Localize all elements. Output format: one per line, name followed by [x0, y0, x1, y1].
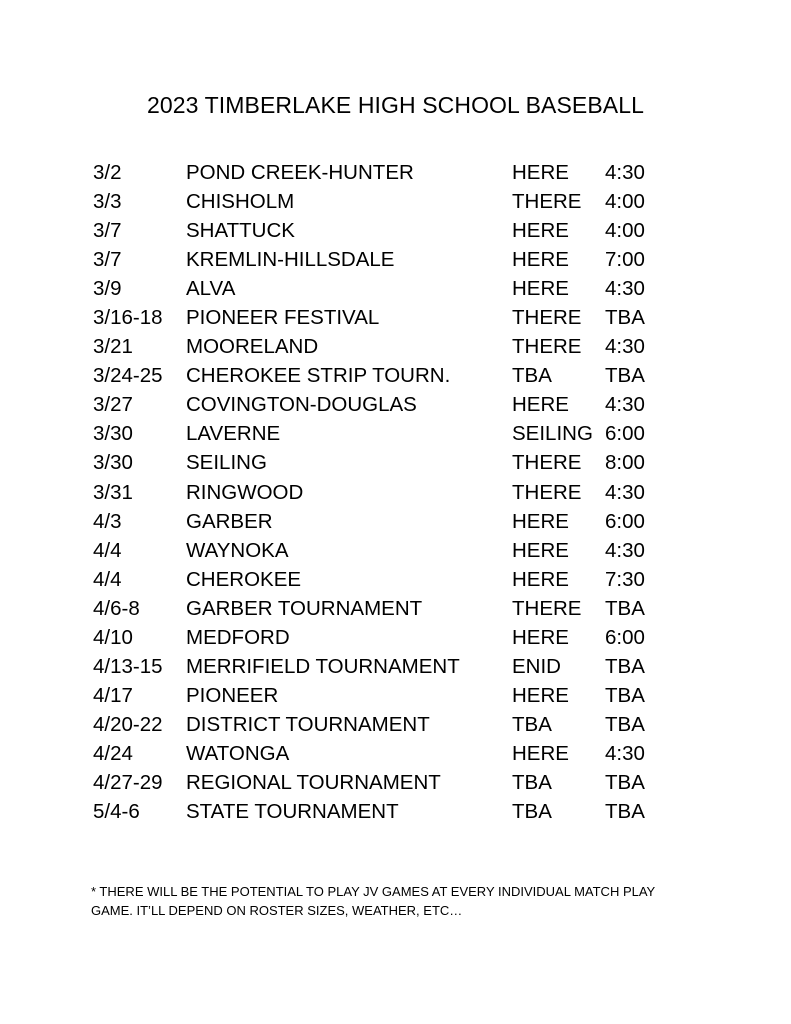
game-location: HERE — [512, 219, 569, 243]
game-date: 3/3 — [93, 190, 122, 214]
game-location: THERE — [512, 335, 582, 359]
game-date: 3/2 — [93, 161, 122, 184]
game-opponent: GARBER — [186, 509, 273, 533]
schedule-row — [93, 623, 693, 652]
game-location: ENID — [512, 654, 561, 678]
game-opponent: CHEROKEE STRIP TOURN. — [186, 364, 451, 388]
game-opponent: STATE TOURNAMENT — [186, 800, 399, 824]
game-date: 3/9 — [93, 277, 122, 301]
game-time: 4:30 — [605, 161, 645, 184]
game-location: THERE — [512, 451, 582, 475]
schedule-row — [93, 536, 693, 565]
game-opponent: POND CREEK-HUNTER — [186, 161, 414, 184]
game-opponent: PIONEER FESTIVAL — [186, 306, 380, 330]
schedule-row — [93, 768, 693, 797]
game-date: 3/7 — [93, 219, 122, 243]
game-location: TBA — [512, 712, 552, 736]
footnote-line-1: * THERE WILL BE THE POTENTIAL TO PLAY JV GAMES AT EVERY INDIVIDUAL MATCH PLAY — [91, 884, 656, 899]
game-time: 4:00 — [605, 190, 645, 214]
game-time: TBA — [605, 800, 645, 824]
schedule-row — [93, 448, 693, 477]
game-schedule — [93, 158, 693, 826]
game-date: 3/30 — [93, 451, 133, 475]
game-opponent: SHATTUCK — [186, 219, 295, 243]
game-date: 4/20-22 — [93, 712, 163, 736]
game-opponent: REGIONAL TOURNAMENT — [186, 770, 441, 794]
game-date: 3/7 — [93, 248, 122, 272]
schedule-row — [93, 710, 693, 739]
game-time: 4:30 — [605, 741, 645, 765]
game-location: SEILING — [512, 422, 593, 446]
game-location: HERE — [512, 741, 569, 765]
schedule-row — [93, 507, 693, 536]
game-location: HERE — [512, 538, 569, 562]
game-time: 7:30 — [605, 567, 645, 591]
schedule-row — [93, 652, 693, 681]
game-opponent: MERRIFIELD TOURNAMENT — [186, 654, 460, 678]
game-location: HERE — [512, 161, 569, 184]
game-date: 3/30 — [93, 422, 133, 446]
game-opponent: WAYNOKA — [186, 538, 289, 562]
schedule-row — [93, 361, 693, 390]
game-opponent: CHEROKEE — [186, 567, 302, 591]
game-time: 4:30 — [605, 480, 645, 504]
game-time: TBA — [605, 364, 645, 388]
game-opponent: WATONGA — [186, 741, 290, 765]
game-time: 6:00 — [605, 422, 645, 446]
game-opponent: GARBER TOURNAMENT — [186, 596, 423, 620]
game-time: 4:30 — [605, 538, 645, 562]
schedule-row — [93, 478, 693, 507]
game-date: 5/4-6 — [93, 800, 140, 824]
game-location: HERE — [512, 683, 569, 707]
schedule-row — [93, 245, 693, 274]
game-time: 7:00 — [605, 248, 645, 272]
game-location: HERE — [512, 509, 569, 533]
game-time: TBA — [605, 770, 645, 794]
schedule-row — [93, 390, 693, 419]
game-date: 4/3 — [93, 509, 122, 533]
schedule-row — [93, 681, 693, 710]
game-time: TBA — [605, 712, 645, 736]
schedule-row — [93, 303, 693, 332]
game-opponent: SEILING — [186, 451, 267, 475]
game-location: HERE — [512, 248, 569, 272]
game-opponent: ALVA — [186, 277, 236, 301]
game-time: 6:00 — [605, 625, 645, 649]
game-time: TBA — [605, 306, 645, 330]
schedule-row — [93, 565, 693, 594]
game-date: 4/4 — [93, 538, 122, 562]
game-date: 4/24 — [93, 741, 133, 765]
game-date: 3/31 — [93, 480, 133, 504]
game-location: THERE — [512, 596, 582, 620]
game-opponent: PIONEER — [186, 683, 279, 707]
footnote-line-2: GAME. IT’LL DEPEND ON ROSTER SIZES, WEATHER, ETC… — [91, 903, 463, 918]
game-opponent: MEDFORD — [186, 625, 290, 649]
game-location: THERE — [512, 190, 582, 214]
game-date: 3/27 — [93, 393, 133, 417]
game-opponent: MOORELAND — [186, 335, 319, 359]
game-opponent: DISTRICT TOURNAMENT — [186, 712, 430, 736]
game-location: HERE — [512, 393, 569, 417]
game-time: 4:30 — [605, 335, 645, 359]
game-time: 4:30 — [605, 393, 645, 417]
game-location: THERE — [512, 306, 582, 330]
game-date: 4/4 — [93, 567, 122, 591]
game-opponent: LAVERNE — [186, 422, 281, 446]
schedule-row — [93, 332, 693, 361]
game-opponent: KREMLIN-HILLSDALE — [186, 248, 395, 272]
footnote — [91, 882, 691, 920]
game-location: THERE — [512, 480, 582, 504]
game-location: TBA — [512, 800, 552, 824]
page-title: 2023 TIMBERLAKE HIGH SCHOOL BASEBALL — [146, 92, 645, 118]
game-location: HERE — [512, 277, 569, 301]
game-date: 4/10 — [93, 625, 133, 649]
game-time: TBA — [605, 596, 645, 620]
schedule-row — [93, 594, 693, 623]
game-date: 4/17 — [93, 683, 133, 707]
game-time: 4:30 — [605, 277, 645, 301]
game-date: 4/13-15 — [93, 654, 163, 678]
schedule-row — [93, 797, 693, 826]
game-opponent: COVINGTON-DOUGLAS — [186, 393, 417, 417]
game-opponent: RINGWOOD — [186, 480, 304, 504]
game-time: TBA — [605, 654, 645, 678]
game-location: HERE — [512, 567, 569, 591]
game-time: TBA — [605, 683, 645, 707]
schedule-row — [93, 187, 693, 216]
schedule-row — [93, 216, 693, 245]
game-time: 8:00 — [605, 451, 645, 475]
game-opponent: CHISHOLM — [186, 190, 295, 214]
game-date: 3/21 — [93, 335, 133, 359]
game-time: 4:00 — [605, 219, 645, 243]
schedule-row — [93, 739, 693, 768]
game-time: 6:00 — [605, 509, 645, 533]
schedule-row — [93, 419, 693, 448]
schedule-row — [93, 274, 693, 303]
game-date: 3/24-25 — [93, 364, 163, 388]
game-location: HERE — [512, 625, 569, 649]
game-date: 3/16-18 — [93, 306, 163, 330]
game-location: TBA — [512, 364, 552, 388]
game-location: TBA — [512, 770, 552, 794]
schedule-row — [93, 158, 693, 187]
game-date: 4/6-8 — [93, 596, 140, 620]
game-date: 4/27-29 — [93, 770, 163, 794]
